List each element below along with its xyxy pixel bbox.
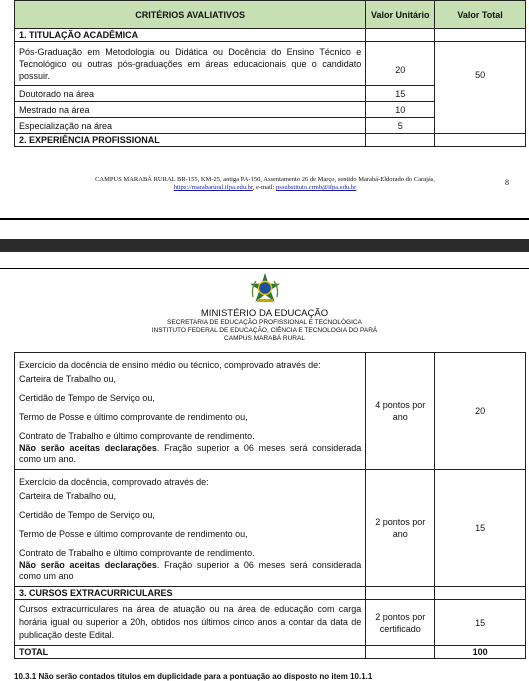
document-option: Certidão de Tempo de Serviço ou, — [19, 392, 155, 403]
experience-intro: Exercício da docência, comprovado através de: — [19, 476, 209, 487]
experience-note: Não serão aceitas declarações. Fração superior a 06 meses será considerada como um ano — [19, 559, 362, 581]
footer-site-link[interactable]: https://marabarural.ifpa.edu.br — [173, 184, 253, 191]
page-divider-bottom — [0, 268, 529, 269]
criteria-row-label: Pós-Graduação em Metodologia ou Didática ou Docência do Ensino Técnico e Tecnológico ou outras pós-graduações em áreas educacionais que o candidato possuir. — [15, 42, 366, 86]
col-header-criteria: CRITÉRIOS AVALIATIVOS — [15, 1, 366, 29]
experience-row — [15, 353, 366, 470]
section-total: 50 — [435, 42, 526, 134]
ministry-title: MINISTÉRIO DA EDUCAÇÃO — [200, 308, 329, 319]
criteria-row-label: Mestrado na área — [15, 102, 366, 118]
unit-value: 2 pontos por certificado — [366, 600, 435, 646]
footer-email-link[interactable]: pssubstituto.crmb@ifpa.edu.br — [276, 184, 357, 191]
total-label: TOTAL — [15, 646, 366, 659]
criteria-row-label: Doutorado na área — [15, 86, 366, 102]
institute-title: INSTITUTO FEDERAL DE EDUCAÇÃO, CIÊNCIA E TECNOLOGIA DO PARÁ — [151, 327, 378, 334]
coat-of-arms-icon — [248, 273, 282, 307]
col-header-unit: Valor Unitário — [366, 1, 435, 29]
document-option: Termo de Posse e último comprovante de rendimento ou, — [19, 528, 248, 539]
criteria-row-value: 5 — [366, 118, 435, 134]
criteria-table-top — [14, 0, 526, 147]
col-header-total: Valor Total — [435, 1, 526, 29]
total-value: 20 — [435, 353, 526, 470]
document-option: Contrato de Trabalho e último comprovante de rendimento. — [19, 430, 255, 441]
page-gap-bar — [0, 239, 529, 252]
document-option: Certidão de Tempo de Serviço ou, — [19, 509, 155, 520]
total-value: 15 — [435, 600, 526, 646]
criteria-row-value: 15 — [366, 86, 435, 102]
document-option: Carteira de Trabalho ou, — [19, 490, 117, 501]
unit-value: 2 pontos por ano — [366, 470, 435, 587]
footer-email-label: , e-mail: — [252, 184, 277, 191]
criteria-row-value: 10 — [366, 102, 435, 118]
secretariat-title: SECRETARIA DE EDUCAÇÃO PROFISSIONAL E TECNOLÓGICA — [167, 319, 362, 326]
document-option: Termo de Posse e último comprovante de rendimento ou, — [19, 411, 248, 422]
grand-total: 100 — [435, 646, 526, 659]
total-value: 15 — [435, 470, 526, 587]
campus-title: CAMPUS MARABÁ RURAL — [224, 335, 305, 342]
criteria-table-bottom — [14, 352, 526, 659]
footer-address: CAMPUS MARABÁ RURAL BR-155, KM-25, antiga PA-150, Assentamento 26 de Março, sentido Marabá-Eldorado do Carajás, — [95, 176, 435, 183]
document-option: Contrato de Trabalho e último comprovante de rendimento. — [19, 547, 255, 558]
criteria-row-label: Especialização na área — [15, 118, 366, 134]
experience-note-bold: Não serão aceitas declarações — [19, 559, 157, 570]
experience-note-bold: Não serão aceitas declarações — [19, 442, 157, 453]
course-row — [15, 600, 366, 646]
page-divider-top — [0, 218, 529, 220]
experience-row — [15, 470, 366, 587]
cut-off-paragraph: 10.3.1 Não serão contados títulos em duplicidade para a pontuação ao disposto no item 10.1.1 — [14, 672, 373, 681]
page-number: 8 — [505, 178, 509, 187]
course-text: Cursos extracurriculares na área de atuação ou na área de educação com carga horária igual ou superior a 20h, obtidos nos últimos cinco anos a contar da data de publicação deste Edital. — [19, 604, 362, 640]
criteria-row-value: 20 — [366, 42, 435, 86]
section-title: 3. CURSOS EXTRACURRICULARES — [15, 587, 366, 600]
experience-intro: Exercício da docência de ensino médio ou técnico, comprovado através de: — [19, 359, 321, 370]
unit-value: 4 pontos por ano — [366, 353, 435, 470]
experience-note: Não serão aceitas declarações. Fração superior a 06 meses será considerada como um ano. — [19, 442, 362, 464]
document-option: Carteira de Trabalho ou, — [19, 373, 117, 384]
section-title: 2. EXPERIÊNCIA PROFISSIONAL — [15, 134, 366, 147]
page-footer — [40, 176, 490, 192]
section-title: 1. TITULAÇÃO ACADÊMICA — [15, 29, 366, 42]
